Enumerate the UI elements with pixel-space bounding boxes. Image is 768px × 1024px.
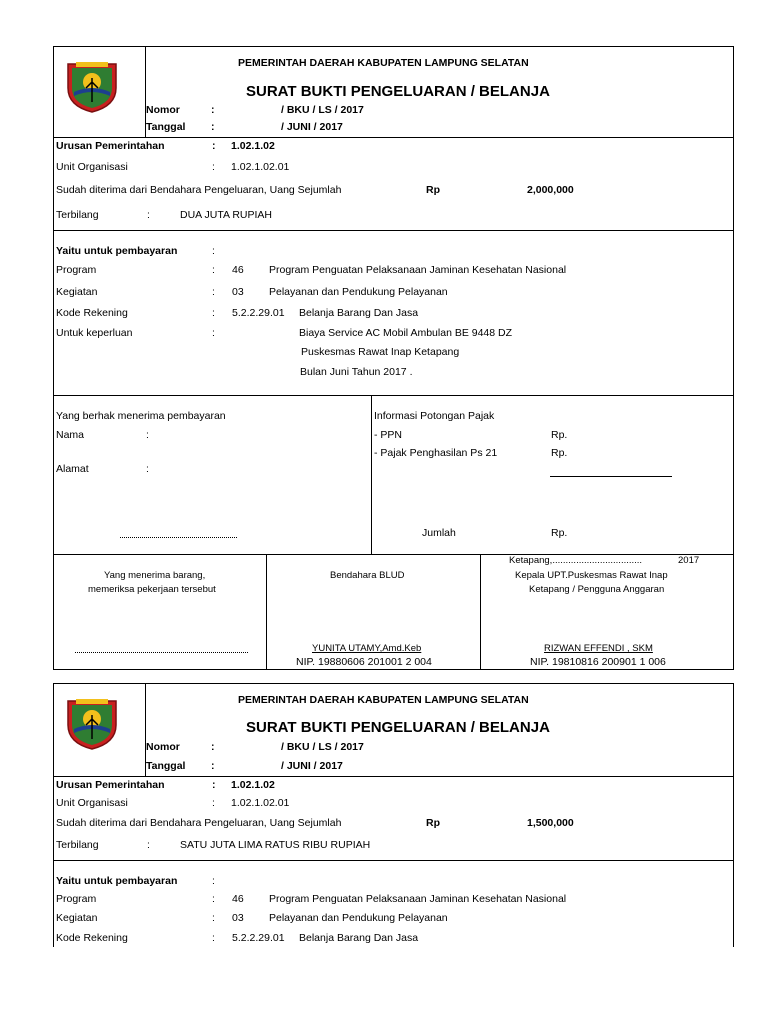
colon: :	[147, 209, 150, 221]
place-date: Ketapang,..................................	[509, 555, 643, 566]
keperluan-label: Untuk keperluan	[56, 327, 133, 339]
nomor-label: Nomor	[146, 104, 180, 116]
received-text: Sudah diterima dari Bendahara Pengeluaran, Uang Sejumlah	[56, 184, 342, 196]
rekening-label: Kode Rekening	[56, 307, 128, 319]
nama-label: Nama	[56, 429, 85, 441]
pph-label: - Pajak Penghasilan Ps 21	[374, 447, 498, 459]
nomor-label: Nomor	[146, 741, 180, 753]
colon: :	[211, 104, 215, 116]
terbilang-label: Terbilang	[56, 209, 99, 221]
colon: :	[212, 264, 215, 276]
ppn-label: - PPN	[374, 429, 403, 441]
colon: :	[211, 121, 215, 133]
penerima-heading: Yang berhak menerima pembayaran	[56, 410, 226, 422]
colon: :	[212, 286, 215, 298]
receiver-caption-2: memeriksa pekerjaan tersebut	[88, 584, 216, 595]
yaitu-label: Yaitu untuk pembayaran	[56, 875, 178, 887]
program-label: Program	[56, 264, 97, 276]
rekening-code: 5.2.2.29.01	[232, 932, 285, 944]
unit-label: Unit Organisasi	[56, 161, 128, 173]
form-title: SURAT BUKTI PENGELUARAN / BELANJA	[246, 83, 550, 100]
head-title-2: Ketapang / Pengguna Anggaran	[529, 584, 665, 595]
colon: :	[211, 760, 215, 772]
program-code: 46	[232, 893, 244, 905]
tanggal-value: / JUNI / 2017	[281, 760, 343, 772]
nomor-value: / BKU / LS / 2017	[281, 104, 364, 116]
head-name: RIZWAN EFFENDI , SKM	[544, 643, 653, 654]
program-name: Program Penguatan Pelaksanaan Jaminan Kesehatan Nasional	[269, 264, 567, 276]
keperluan-line-1: Biaya Service AC Mobil Ambulan BE 9448 DZ	[299, 327, 513, 339]
unit-value: 1.02.1.02.01	[231, 161, 290, 173]
head-title-1: Kepala UPT.Puskesmas Rawat Inap	[515, 570, 668, 581]
treasurer-name: YUNITA UTAMY,Amd.Keb	[312, 643, 422, 654]
amount-value: 2,000,000	[527, 184, 574, 196]
jumlah-label: Jumlah	[422, 527, 456, 539]
program-code: 46	[232, 264, 244, 276]
program-name: Program Penguatan Pelaksanaan Jaminan Kesehatan Nasional	[269, 893, 567, 905]
pajak-heading: Informasi Potongan Pajak	[374, 410, 495, 422]
government-name: PEMERINTAH DAERAH KABUPATEN LAMPUNG SELATAN	[238, 57, 529, 69]
colon: :	[212, 912, 215, 924]
treasurer-nip: NIP. 19880606 201001 2 004	[296, 656, 432, 668]
pph-rp: Rp.	[551, 447, 568, 459]
terbilang-value: SATU JUTA LIMA RATUS RIBU RUPIAH	[180, 839, 371, 851]
receiver-signature-line	[75, 652, 248, 653]
treasurer-title: Bendahara BLUD	[330, 570, 405, 581]
kegiatan-code: 03	[232, 912, 244, 924]
keperluan-line-2: Puskesmas Rawat Inap Ketapang	[301, 346, 460, 358]
colon: :	[211, 741, 215, 753]
signature-dotted-line	[120, 537, 237, 538]
rekening-code: 5.2.2.29.01	[232, 307, 285, 319]
kegiatan-code: 03	[232, 286, 244, 298]
urusan-label: Urusan Pemerintahan	[56, 779, 165, 791]
rekening-name: Belanja Barang Dan Jasa	[299, 307, 419, 319]
amount-value: 1,500,000	[527, 817, 574, 829]
colon: :	[212, 161, 215, 173]
terbilang-label: Terbilang	[56, 839, 99, 851]
regency-emblem-icon	[64, 695, 120, 751]
colon: :	[146, 429, 149, 441]
alamat-label: Alamat	[56, 463, 89, 475]
tanggal-label: Tanggal	[146, 121, 186, 133]
colon: :	[212, 327, 215, 339]
program-label: Program	[56, 893, 97, 905]
urusan-value: 1.02.1.02	[231, 779, 275, 791]
terbilang-value: DUA JUTA RUPIAH	[180, 209, 272, 221]
sum-line	[550, 476, 672, 477]
tanggal-value: / JUNI / 2017	[281, 121, 343, 133]
kegiatan-label: Kegiatan	[56, 286, 98, 298]
currency-label: Rp	[426, 817, 440, 829]
unit-label: Unit Organisasi	[56, 797, 128, 809]
receiver-caption-1: Yang menerima barang,	[104, 570, 206, 581]
ppn-rp: Rp.	[551, 429, 568, 441]
kegiatan-name: Pelayanan dan Pendukung Pelayanan	[269, 912, 448, 924]
urusan-value: 1.02.1.02	[231, 140, 275, 152]
government-name: PEMERINTAH DAERAH KABUPATEN LAMPUNG SELATAN	[238, 694, 529, 706]
colon: :	[212, 779, 216, 791]
colon: :	[212, 797, 215, 809]
rekening-name: Belanja Barang Dan Jasa	[299, 932, 419, 944]
colon: :	[147, 839, 150, 851]
nomor-value: / BKU / LS / 2017	[281, 741, 364, 753]
rekening-label: Kode Rekening	[56, 932, 128, 944]
kegiatan-label: Kegiatan	[56, 912, 98, 924]
year: 2017	[678, 555, 700, 566]
head-nip: NIP. 19810816 200901 1 006	[530, 656, 666, 668]
jumlah-rp: Rp.	[551, 527, 568, 539]
colon: :	[212, 140, 216, 152]
colon: :	[212, 932, 215, 944]
colon: :	[212, 307, 215, 319]
form-title: SURAT BUKTI PENGELUARAN / BELANJA	[246, 719, 550, 736]
kegiatan-name: Pelayanan dan Pendukung Pelayanan	[269, 286, 448, 298]
urusan-label: Urusan Pemerintahan	[56, 140, 165, 152]
yaitu-label: Yaitu untuk pembayaran	[56, 245, 178, 257]
currency-label: Rp	[426, 184, 440, 196]
colon: :	[146, 463, 149, 475]
colon: :	[212, 875, 215, 887]
tanggal-label: Tanggal	[146, 760, 186, 772]
keperluan-line-3: Bulan Juni Tahun 2017 .	[300, 366, 413, 378]
colon: :	[212, 893, 215, 905]
unit-value: 1.02.1.02.01	[231, 797, 290, 809]
regency-emblem-icon	[64, 58, 120, 114]
colon: :	[212, 245, 215, 257]
received-text: Sudah diterima dari Bendahara Pengeluaran, Uang Sejumlah	[56, 817, 342, 829]
